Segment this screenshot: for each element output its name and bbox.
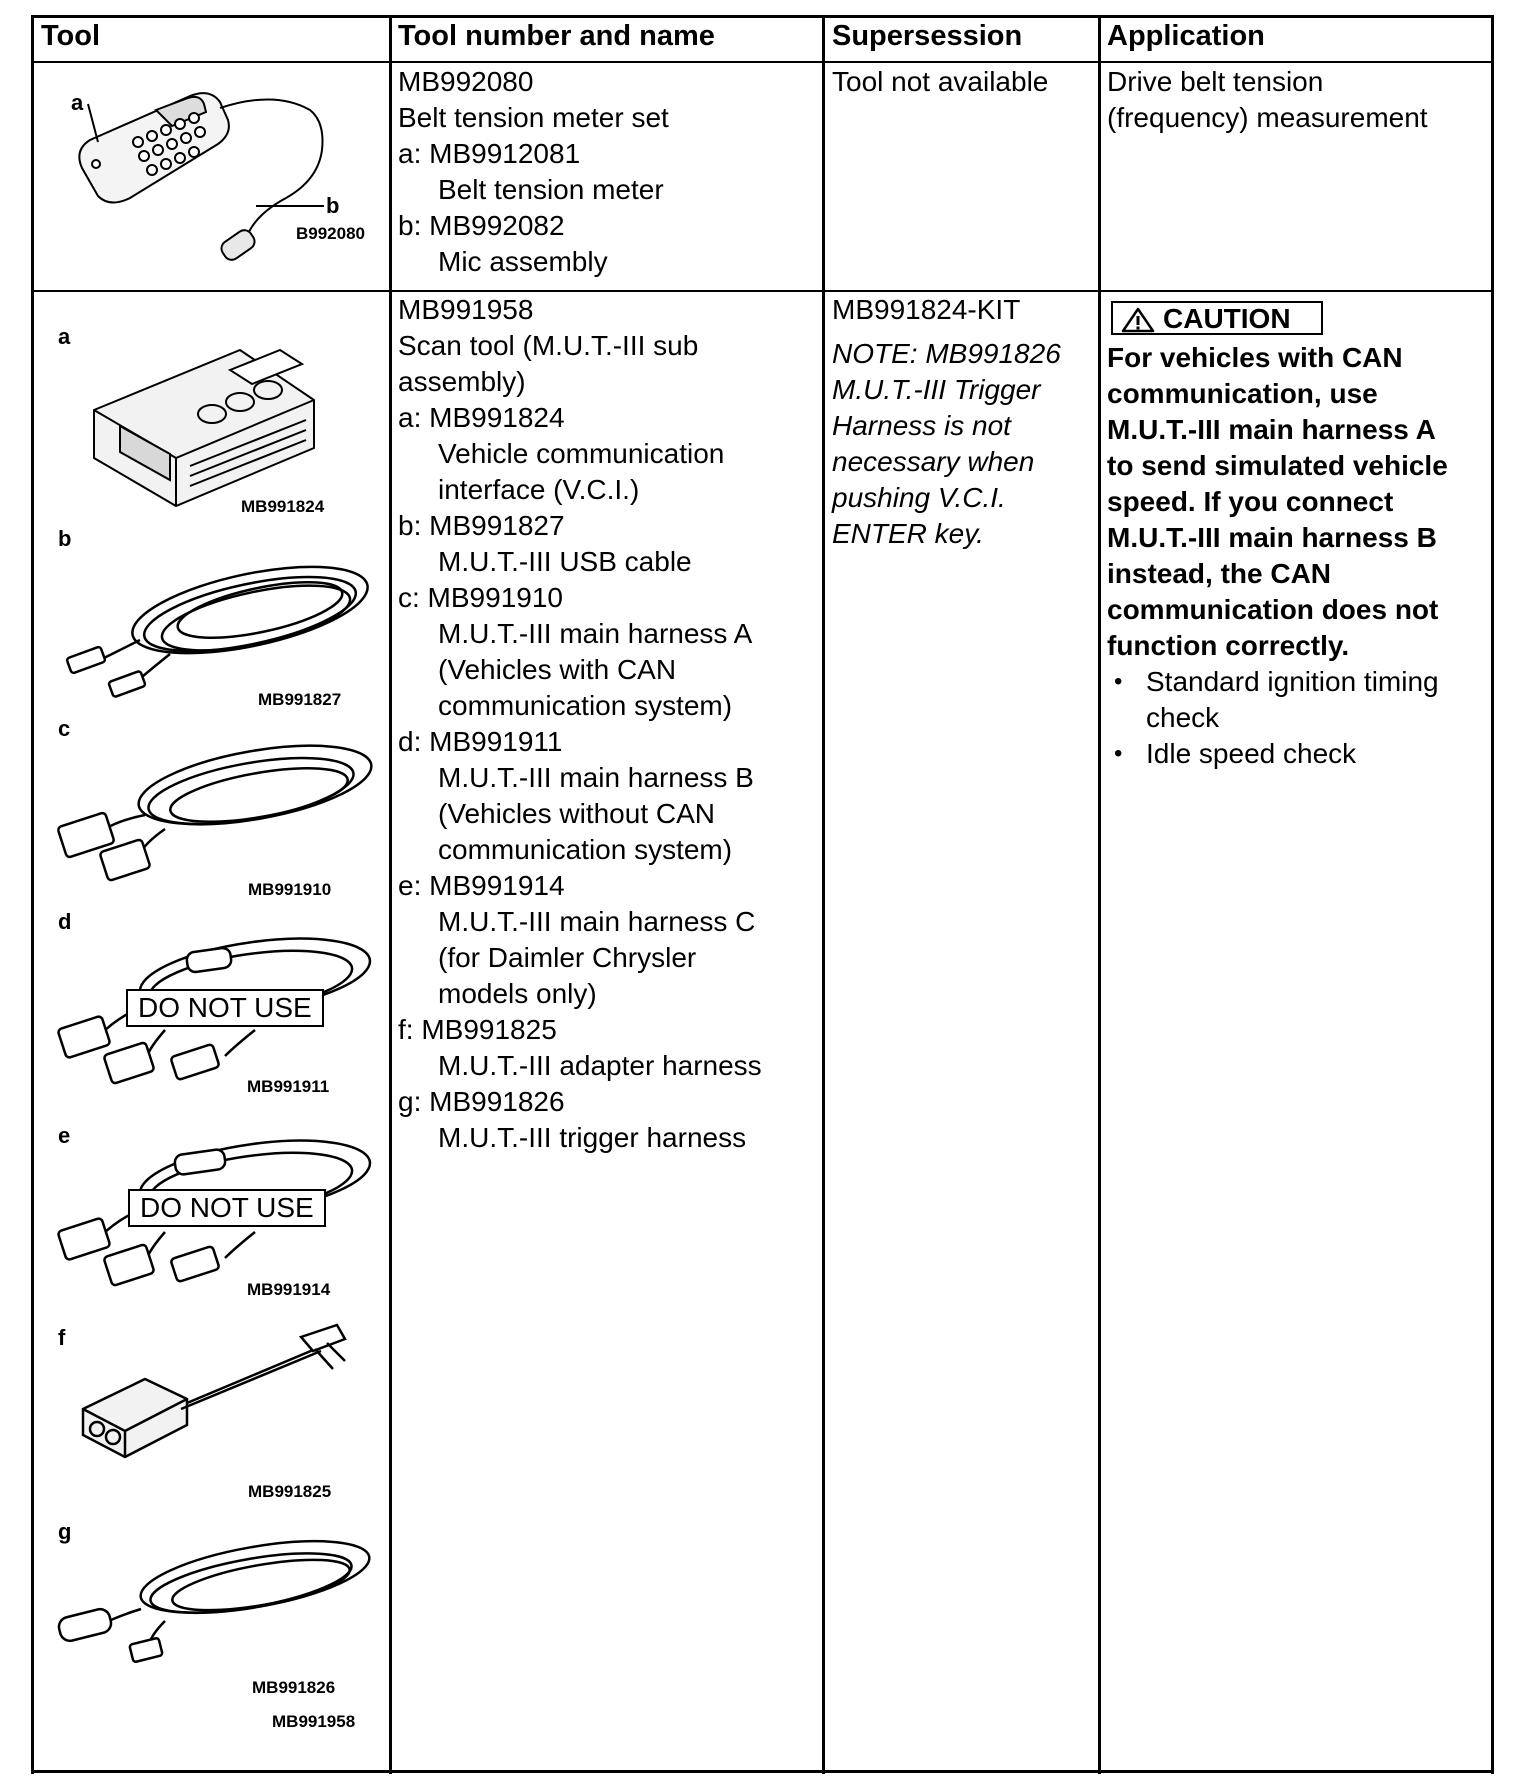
caution-text-line: speed. If you connect <box>1107 486 1394 517</box>
figure-code-e: MB991914 <box>247 1280 331 1299</box>
row2-name-line: (for Daimler Chrysler <box>438 942 697 973</box>
column-divider-3 <box>1098 15 1101 1774</box>
row1-name-line: Mic assembly <box>438 246 608 277</box>
main-harness-a-icon <box>55 725 375 885</box>
figure-letter-a: a <box>58 324 71 349</box>
caution-text-line: communication, use <box>1107 378 1378 409</box>
figure-code-d: MB991911 <box>247 1077 330 1096</box>
row2-name-line: b: MB991827 <box>398 510 565 541</box>
row2-name-line: MB991958 <box>398 294 534 325</box>
adapter-harness-icon <box>75 1325 355 1495</box>
trigger-harness-icon <box>55 1525 375 1675</box>
row2-supersession: MB991824-KIT <box>832 294 1021 325</box>
header-divider <box>31 61 1494 63</box>
row2-name-line: e: MB991914 <box>398 870 565 901</box>
row2-name-line: M.U.T.-III adapter harness <box>438 1050 762 1081</box>
column-divider-1 <box>389 15 392 1774</box>
figure-letter-f: f <box>58 1325 66 1350</box>
header-application: Application <box>1107 20 1265 52</box>
table-right-border <box>1491 15 1494 1774</box>
caution-text-line: instead, the CAN <box>1107 558 1332 589</box>
row2-note-line: M.U.T.-III Trigger <box>832 374 1041 405</box>
row2-name-line: Scan tool (M.U.T.-III sub <box>398 330 699 361</box>
row2-name-line: models only) <box>438 978 597 1009</box>
row2-note-line: ENTER key. <box>832 518 984 549</box>
caution-text-line: For vehicles with CAN <box>1107 342 1403 373</box>
column-divider-2 <box>822 15 825 1774</box>
row1-name-line: a: MB9912081 <box>398 138 581 169</box>
row2-name-line: c: MB991910 <box>398 582 563 613</box>
caution-box <box>1111 301 1323 335</box>
row2-note-line: necessary when <box>832 446 1035 477</box>
table-bottom-border <box>31 1770 1494 1773</box>
row2-note-line: Harness is not <box>832 410 1011 441</box>
caution-text-line: M.U.T.-III main harness B <box>1107 522 1437 553</box>
header-tool: Tool <box>41 20 101 52</box>
bullet-dot: • <box>1114 668 1123 695</box>
figure-code-b: MB991827 <box>258 690 342 709</box>
bullet-text-line: Standard ignition timing <box>1146 666 1439 697</box>
row2-name-line: d: MB991911 <box>398 726 563 757</box>
row2-name-line: Vehicle communication <box>438 438 725 469</box>
row2-name-line: M.U.T.-III main harness C <box>438 906 756 937</box>
header-tool-number-and-name: Tool number and name <box>398 20 715 52</box>
row2-name-line: g: MB991826 <box>398 1086 565 1117</box>
row1-name-line: Belt tension meter set <box>398 102 669 133</box>
bullet-text-line: check <box>1146 702 1220 733</box>
row2-name-line: interface (V.C.I.) <box>438 474 640 505</box>
vci-unit-icon <box>80 330 330 510</box>
row2-name-line: assembly) <box>398 366 526 397</box>
figure-code-c: MB991910 <box>248 880 332 899</box>
row1-application-line: (frequency) measurement <box>1107 102 1428 133</box>
warning-triangle-icon <box>1121 307 1155 333</box>
figure-letter-c: c <box>58 716 71 741</box>
figure-letter-e: e <box>58 1123 71 1148</box>
caution-text-line: to send simulated vehicle <box>1107 450 1448 481</box>
figure-code-a: MB991824 <box>241 497 325 516</box>
figure-group-code: MB991958 <box>272 1712 356 1731</box>
row2-name-line: f: MB991825 <box>398 1014 557 1045</box>
figure-code: B992080 <box>296 224 366 243</box>
usb-cable-icon <box>60 530 370 700</box>
bullet-text-line: Idle speed check <box>1146 738 1357 769</box>
figure-label-a: a <box>71 90 84 115</box>
row2-note-line: pushing V.C.I. <box>832 482 1006 513</box>
row1-name-line: b: MB992082 <box>398 210 565 241</box>
table-left-border <box>31 15 34 1774</box>
caution-text-line: communication does not <box>1107 594 1439 625</box>
caution-text-line: M.U.T.-III main harness A <box>1107 414 1436 445</box>
row2-note-line: NOTE: MB991826 <box>832 338 1061 369</box>
row2-name-line: a: MB991824 <box>398 402 565 433</box>
row2-name-line: (Vehicles with CAN <box>438 654 677 685</box>
row2-name-line: M.U.T.-III USB cable <box>438 546 692 577</box>
row2-name-line: M.U.T.-III trigger harness <box>438 1122 747 1153</box>
row1-name-line: MB992080 <box>398 66 534 97</box>
caution-label: CAUTION <box>1163 303 1291 334</box>
row2-name-line: communication system) <box>438 834 733 865</box>
row2-name-line: (Vehicles without CAN <box>438 798 716 829</box>
row1-application-line: Drive belt tension <box>1107 66 1324 97</box>
caution-text-line: function correctly. <box>1107 630 1350 661</box>
header-supersession: Supersession <box>832 20 1023 52</box>
bullet-dot: • <box>1114 740 1123 767</box>
row2-name-line: communication system) <box>438 690 733 721</box>
figure-letter-g: g <box>58 1519 72 1544</box>
row2-name-line: M.U.T.-III main harness B <box>438 762 754 793</box>
row-divider <box>31 290 1494 292</box>
do-not-use-stamp: DO NOT USE <box>128 1189 326 1227</box>
row1-name-line: Belt tension meter <box>438 174 664 205</box>
row1-supersession: Tool not available <box>832 66 1049 97</box>
figure-letter-b: b <box>58 526 72 551</box>
figure-code-g: MB991826 <box>252 1678 336 1697</box>
figure-label-b: b <box>326 193 340 218</box>
do-not-use-stamp: DO NOT USE <box>126 989 324 1027</box>
row2-name-line: M.U.T.-III main harness A <box>438 618 753 649</box>
figure-code-f: MB991825 <box>248 1482 332 1501</box>
figure-letter-d: d <box>58 909 72 934</box>
table-top-border <box>31 15 1494 18</box>
